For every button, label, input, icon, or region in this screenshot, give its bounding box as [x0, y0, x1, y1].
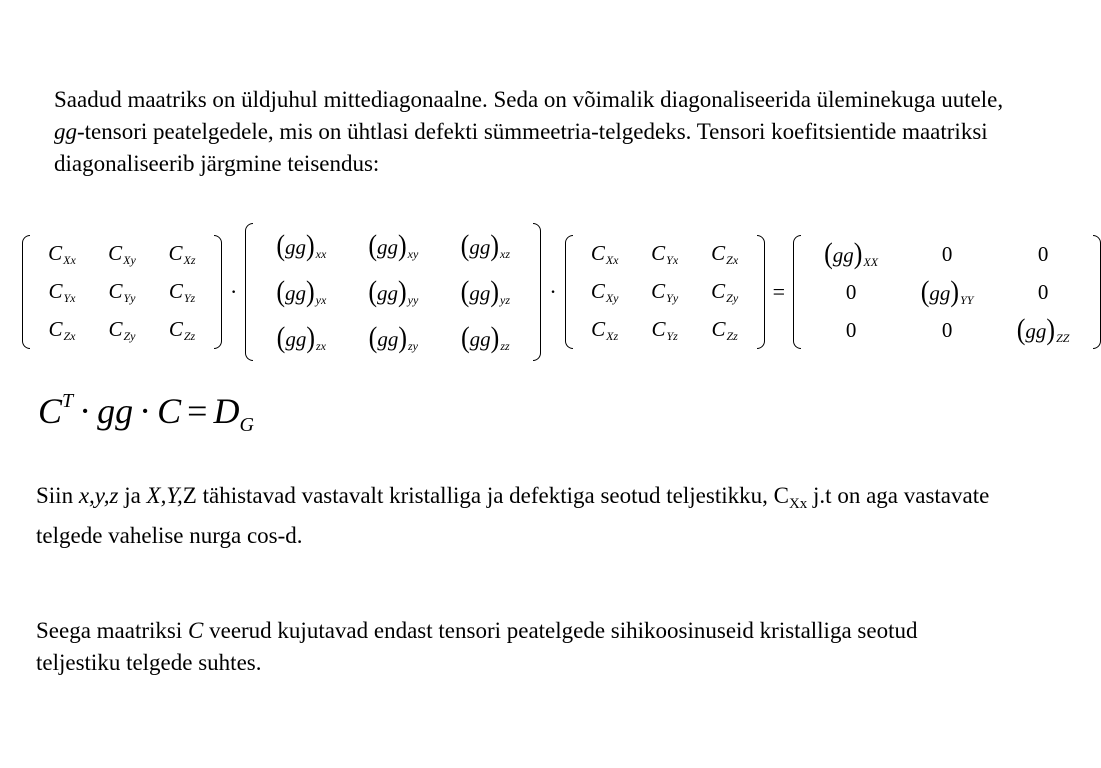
- ct-cell: $C_{Xz}$: [168, 240, 196, 267]
- ct-cell: $C_{Zy}$: [108, 316, 136, 343]
- matrix-diagonal: [793, 235, 1101, 349]
- diag-cell: $(gg)_{YY}$: [920, 274, 974, 308]
- c-cell: $C_{Zy}$: [711, 278, 739, 305]
- conclusion-paragraph: Seega maatriksi C veerud kujutavad endast tensori peatelgede sihikoosinuseid kristalliga seotud teljestiku telgede suhtes.: [36, 618, 918, 675]
- gg-cell: $(gg)_{yx}$: [276, 274, 327, 308]
- gg-cell: $(gg)_{zx}$: [276, 320, 326, 354]
- ct-cell: $C_{Yx}$: [48, 278, 76, 305]
- c-cell: $C_{Zz}$: [711, 316, 738, 343]
- c-cell: $C_{Yz}$: [651, 316, 678, 343]
- ct-cell: $C_{Xx}$: [48, 240, 76, 267]
- ct-cell: $C_{Zx}$: [48, 316, 76, 343]
- c-cell: $C_{Yx}$: [651, 240, 679, 267]
- dot-operator: ·: [549, 279, 557, 304]
- equals-operator: =: [772, 279, 786, 304]
- gg-cell: $(gg)_{xy}$: [368, 228, 419, 262]
- diag-zero: 0: [941, 241, 953, 266]
- diag-zero: 0: [941, 317, 953, 342]
- gg-cell: $(gg)_{xz}$: [460, 228, 510, 262]
- diag-cell: $(gg)_{ZZ}$: [1016, 312, 1070, 346]
- diagonalization-equation: [22, 222, 1101, 362]
- c-cell: $C_{Xy}$: [590, 278, 619, 305]
- diag-cell: $(gg)_{XX}$: [824, 236, 879, 270]
- ct-cell: $C_{Xy}$: [108, 240, 136, 267]
- intro-text-b: -tensori peatelgedele, mis on ühtlasi defekti sümmeetria-telgedeks. Tensori koefitsientide maatriksi diagonaliseerib järgmine teisendus:: [54, 119, 988, 176]
- dot-operator: ·: [230, 279, 238, 304]
- ct-cell: $C_{Yy}$: [108, 278, 136, 305]
- intro-text-a: Saadud maatriks on üldjuhul mittediagonaalne. Seda on võimalik diagonaliseerida üleminekuga uutele,: [54, 87, 1004, 112]
- diag-zero: 0: [845, 317, 857, 342]
- gg-cell: $(gg)_{xx}$: [276, 228, 327, 262]
- c-cell: $C_{Xx}$: [590, 240, 619, 267]
- ct-cell: $C_{Zz}$: [168, 316, 196, 343]
- diag-zero: 0: [845, 279, 857, 304]
- c-cell: $C_{Xz}$: [591, 316, 619, 343]
- intro-gg-symbol: gg: [54, 119, 77, 144]
- gg-cell: $(gg)_{yy}$: [368, 274, 419, 308]
- notation-paragraph: Siin x,y,z ja X,Y,Z tähistavad vastavalt kristalliga ja defektiga seotud teljestikku, $C_{Xx}$ j.t on aga vastavate telgede vahelise nurga cos-d.: [36, 483, 990, 548]
- diag-zero: 0: [1037, 279, 1049, 304]
- c-cell: $C_{Yy}$: [651, 278, 679, 305]
- compact-formula: $C^T$ · gg · $C = D_G$: [38, 390, 254, 436]
- matrix-c: [565, 235, 765, 349]
- c-cell: $C_{Zx}$: [711, 240, 739, 267]
- intro-paragraph: [54, 84, 1004, 180]
- gg-cell: $(gg)_{yz}$: [460, 274, 510, 308]
- matrix-gg-tensor: [245, 223, 541, 361]
- gg-cell: $(gg)_{zz}$: [460, 320, 510, 354]
- ct-cell: $C_{Yz}$: [168, 278, 196, 305]
- matrix-c-transpose: [22, 235, 222, 349]
- gg-cell: $(gg)_{zy}$: [368, 320, 418, 354]
- diag-zero: 0: [1037, 241, 1049, 266]
